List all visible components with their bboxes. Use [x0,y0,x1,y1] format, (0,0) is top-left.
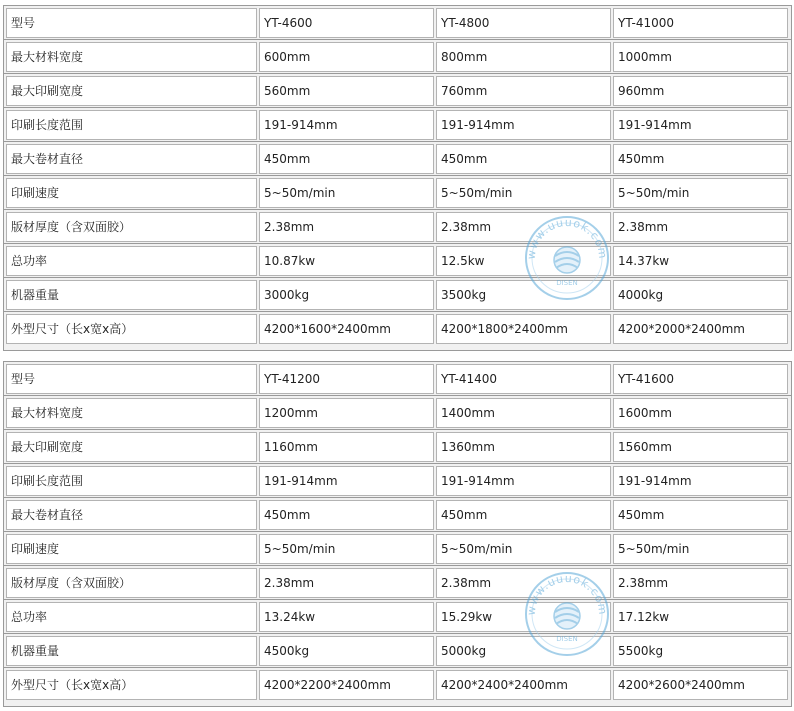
spec-value-cell: 10.87kw [259,246,434,276]
spec-value-cell: 5500kg [613,636,788,666]
spec-value-cell: 191-914mm [259,110,434,140]
spec-label-cell: 最大印刷宽度 [6,432,257,462]
spec-value-cell: 1160mm [259,432,434,462]
spec-value-cell: 560mm [259,76,434,106]
spec-value-cell: 450mm [259,144,434,174]
table-row [4,668,791,702]
spec-value-cell: YT-41600 [613,364,788,394]
table-row [4,278,791,312]
spec-value-cell: 5~50m/min [259,534,434,564]
spec-label-cell: 机器重量 [6,280,257,310]
spec-value-cell: 2.38mm [259,212,434,242]
table-row [4,430,791,464]
watermark-brand-text: DISEN [556,279,578,287]
spec-label-cell: 印刷长度范围 [6,110,257,140]
spec-value-cell: YT-41000 [613,8,788,38]
spec-value-cell: 4000kg [613,280,788,310]
spec-value-cell: 1560mm [613,432,788,462]
spec-value-cell: 800mm [436,42,611,72]
spec-label-cell: 版材厚度（含双面胶） [6,568,257,598]
table-header-row [4,6,791,40]
table-row [4,634,791,668]
table-row [4,74,791,108]
spec-value-cell: 2.38mm [613,568,788,598]
table-row [4,40,791,74]
spec-value-cell: 5000kg [436,636,611,666]
spec-value-cell: 1400mm [436,398,611,428]
spec-value-cell: 4200*1600*2400mm [259,314,434,344]
spec-value-cell: 2.38mm [436,568,611,598]
spec-label-cell: 印刷速度 [6,178,257,208]
spec-value-cell: 5~50m/min [613,178,788,208]
spec-value-cell: 191-914mm [259,466,434,496]
table-row [4,396,791,430]
spec-label-cell: 最大卷材直径 [6,144,257,174]
spec-value-cell: 5~50m/min [436,178,611,208]
watermark-site-text: www.uuuok.com [524,571,610,616]
spec-value-cell: 191-914mm [613,110,788,140]
table-row [4,176,791,210]
spec-value-cell: 2.38mm [613,212,788,242]
spec-value-cell: YT-4800 [436,8,611,38]
watermark-brand-text: DISEN [556,635,578,643]
table-row [4,142,791,176]
spec-value-cell: 4200*2000*2400mm [613,314,788,344]
spec-label-cell: 最大材料宽度 [6,398,257,428]
spec-label-cell: 型号 [6,8,257,38]
spec-value-cell: 4500kg [259,636,434,666]
spec-value-cell: 13.24kw [259,602,434,632]
table-row [4,312,791,346]
spec-value-cell: 3500kg [436,280,611,310]
table-row [4,210,791,244]
spec-table-1 [3,5,792,351]
spec-value-cell: 960mm [613,76,788,106]
spec-value-cell: 14.37kw [613,246,788,276]
spec-value-cell: 5~50m/min [613,534,788,564]
spec-value-cell: YT-4600 [259,8,434,38]
spec-value-cell: 4200*2400*2400mm [436,670,611,700]
table-row [4,566,791,600]
spec-label-cell: 外型尺寸（长x宽x高） [6,670,257,700]
spec-value-cell: YT-41200 [259,364,434,394]
spec-value-cell: 760mm [436,76,611,106]
spec-value-cell: 450mm [613,500,788,530]
spec-value-cell: 2.38mm [259,568,434,598]
spec-value-cell: 450mm [613,144,788,174]
spec-value-cell: 5~50m/min [259,178,434,208]
spec-label-cell: 机器重量 [6,636,257,666]
spec-value-cell: 4200*2200*2400mm [259,670,434,700]
spec-value-cell: 17.12kw [613,602,788,632]
spec-value-cell: 191-914mm [436,466,611,496]
spec-value-cell: 1600mm [613,398,788,428]
spec-label-cell: 总功率 [6,602,257,632]
table-row [4,498,791,532]
spec-value-cell: 1000mm [613,42,788,72]
spec-value-cell: 600mm [259,42,434,72]
table-row [4,600,791,634]
spec-value-cell: 191-914mm [436,110,611,140]
spec-table-2 [3,361,792,707]
spec-label-cell: 最大印刷宽度 [6,76,257,106]
spec-value-cell: 4200*1800*2400mm [436,314,611,344]
spec-label-cell: 印刷速度 [6,534,257,564]
spec-label-cell: 版材厚度（含双面胶） [6,212,257,242]
table-row [4,532,791,566]
spec-value-cell: 1360mm [436,432,611,462]
spec-value-cell: YT-41400 [436,364,611,394]
spec-label-cell: 总功率 [6,246,257,276]
spec-value-cell: 1200mm [259,398,434,428]
spec-value-cell: 15.29kw [436,602,611,632]
spec-value-cell: 5~50m/min [436,534,611,564]
spec-label-cell: 最大卷材直径 [6,500,257,530]
table-row [4,244,791,278]
spec-value-cell: 12.5kw [436,246,611,276]
spec-value-cell: 191-914mm [613,466,788,496]
spec-label-cell: 型号 [6,364,257,394]
spec-value-cell: 4200*2600*2400mm [613,670,788,700]
spec-value-cell: 450mm [259,500,434,530]
spec-value-cell: 450mm [436,144,611,174]
spec-value-cell: 2.38mm [436,212,611,242]
spec-label-cell: 外型尺寸（长x宽x高） [6,314,257,344]
table-row [4,464,791,498]
spec-value-cell: 450mm [436,500,611,530]
spec-label-cell: 最大材料宽度 [6,42,257,72]
table-header-row [4,362,791,396]
spec-label-cell: 印刷长度范围 [6,466,257,496]
table-row [4,108,791,142]
spec-value-cell: 3000kg [259,280,434,310]
watermark-site-text: www.uuuok.com [524,215,610,260]
